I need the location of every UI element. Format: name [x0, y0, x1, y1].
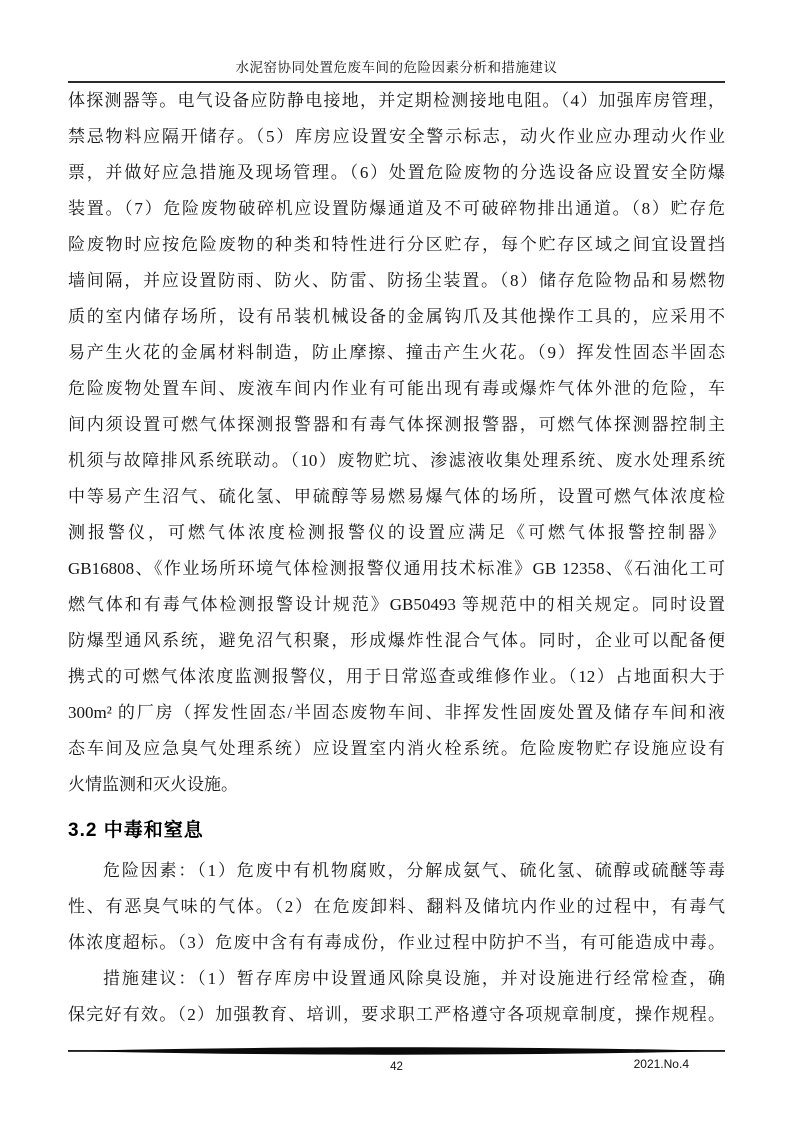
text-line: 保完好有效。（2）加强教育、培训，要求职工严格遵守各项规章制度，操作规程。 — [68, 1005, 725, 1024]
text-line: 票，并做好应急措施及现场管理。（6）处置危险废物的分选设备应设置安全防爆 — [68, 163, 725, 182]
text-line: 防爆型通风系统，避免沼气积聚，形成爆炸性混合气体。同时，企业可以配备便 — [68, 631, 725, 650]
text-line: 态车间及应急臭气处理系统）应设置室内消火栓系统。危险废物贮存设施应设有 — [68, 739, 725, 758]
page-body — [68, 83, 725, 1033]
text-line: 险废物时应按危险废物的种类和特性进行分区贮存，每个贮存区域之间宜设置挡 — [68, 235, 725, 254]
text-line: 体探测器等。电气设备应防静电接地，并定期检测接地电阻。（4）加强库房管理， — [68, 91, 725, 110]
text-line: 质的室内储存场所，设有吊装机械设备的金属钩爪及其他操作工具的，应采用不 — [68, 307, 725, 326]
paragraph-poisoning-hazard-factors — [68, 853, 725, 961]
text-line: 火情监测和灭火设施。 — [68, 775, 238, 794]
text-line: 测报警仪，可燃气体浓度检测报警仪的设置应满足《可燃气体报警控制器》 — [68, 523, 725, 542]
running-head — [0, 0, 793, 83]
text-line: 易产生火花的金属材料制造，防止摩擦、撞击产生火花。（9）挥发性固态半固态 — [68, 343, 725, 362]
text-line: GB16808、《作业场所环境气体检测报警仪通用技术标准》GB 12358、《石油化工可 — [68, 559, 725, 578]
paragraph-fire-explosion-measures — [68, 83, 725, 803]
footer-divider-bar — [68, 1046, 725, 1056]
section-heading: 3.2 中毒和窒息 — [68, 819, 204, 841]
text-line: 性、有恶臭气味的气体。（2）在危废卸料、翻料及储坑内作业的过程中，有毒气 — [68, 897, 725, 916]
text-line: 中等易产生沼气、硫化氢、甲硫醇等易燃易爆气体的场所，设置可燃气体浓度检 — [68, 487, 725, 506]
running-head-title: 水泥窑协同处置危废车间的危险因素分析和措施建议 — [235, 60, 558, 75]
paragraph-poisoning-measure-suggestions — [68, 961, 725, 1033]
footer-text-row — [68, 1057, 725, 1075]
page-number: 42 — [390, 1061, 403, 1073]
text-line: 机须与故障排风系统联动。（10）废物贮坑、渗滤液收集处理系统、废水处理系统 — [68, 451, 725, 470]
text-line: 体浓度超标。（3）危废中含有有毒成份，作业过程中防护不当，有可能造成中毒。 — [68, 933, 725, 952]
text-line: 携式的可燃气体浓度监测报警仪，用于日常巡查或维修作业。（12）占地面积大于 — [68, 667, 725, 686]
text-line: 危险废物处置车间、废液车间内作业有可能出现有毒或爆炸气体外泄的危险，车 — [68, 379, 725, 398]
text-line: 措施建议：（1）暂存库房中设置通风除臭设施，并对设施进行经常检查，确 — [103, 969, 725, 988]
text-line: 300m² 的厂房（挥发性固态/半固态废物车间、非挥发性固废处置及储存车间和液 — [68, 703, 725, 722]
issue-label: 2021.No.4 — [633, 1057, 689, 1071]
text-line: 燃气体和有毒气体检测报警设计规范》GB50493 等规范中的相关规定。同时设置 — [68, 595, 725, 614]
text-line: 装置。（7）危险废物破碎机应设置防爆通道及不可破碎物排出通道。（8）贮存危 — [68, 199, 725, 218]
text-line: 墙间隔，并应设置防雨、防火、防雷、防扬尘装置。（8）储存危险物品和易燃物 — [68, 271, 725, 290]
text-line: 危险因素：（1）危废中有机物腐败，分解成氨气、硫化氢、硫醇或硫醚等毒 — [103, 861, 725, 880]
page-footer — [68, 1046, 725, 1075]
text-line: 间内须设置可燃气体探测报警器和有毒气体探测报警器，可燃气体探测器控制主 — [68, 415, 725, 434]
text-line: 禁忌物料应隔开储存。（5）库房应设置安全警示标志，动火作业应办理动火作业 — [68, 127, 725, 146]
